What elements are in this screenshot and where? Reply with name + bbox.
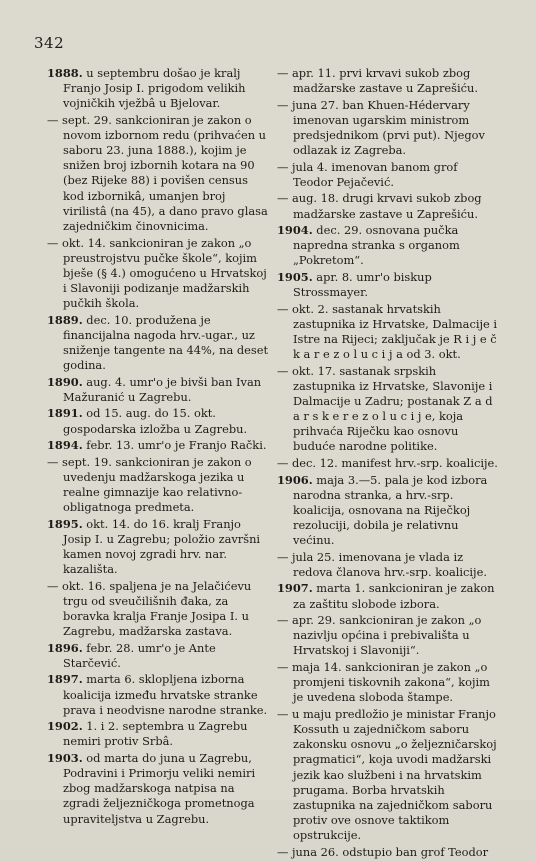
chronology-entry <box>277 302 499 363</box>
entry-text: dec. 29. osnovana pučka napredna stranka s organom „Pokretom“. <box>293 223 460 268</box>
right-column <box>277 66 499 861</box>
chronology-entry <box>277 581 499 611</box>
entry-text: marta 1. sankcioniran je zakon za zaštitu slobode izbora. <box>293 581 495 611</box>
entry-text: — juna 27. ban Khuen-Hédervary imenovan ugarskim ministrom predsjednikom (prvi put). Njegov odlazak iz Zagreba. <box>277 97 485 158</box>
entry-text: febr. 28. umr'o je Ante Starčević. <box>63 640 216 670</box>
entry-year: 1907. <box>277 581 313 596</box>
entry-text: apr. 8. umr'o biskup Strossmayer. <box>293 269 432 300</box>
chronology-entry <box>47 113 271 234</box>
entry-text: — jula 25. imenovana je vlada iz redova članova hrv.-srp. koalicije. <box>277 549 487 579</box>
entry-text: — okt. 14. sankcioniran je zakon „o preustrojstvu pučke škole“, kojim bješe (§ 4.) omogućeno u Hrvatskoj i Slavoniji podizanje madžarskih pučkih škola. <box>47 235 267 311</box>
chronology-entry <box>47 672 271 717</box>
entry-text: — juna 26. odstupio ban grof Teodor <box>277 844 489 859</box>
chronology-entry <box>47 406 271 436</box>
entry-text: — sept. 19. sankcioniran je zakon o uvedenju madžarskoga jezika u realne gimnazije kao relativno-obligatnoga predmeta. <box>47 454 252 515</box>
chronology-entry <box>277 660 499 705</box>
entry-text: — sept. 29. sankcioniran je zakon o novom izbornom redu (prihvaćen u saboru 23. juna 1888.), kojim je snižen broj izbornih kotara na 90 (bez Rijeke 88) i povišen census kod izbornikâ, umanjen broj virilistâ (na 45), a dano pravo glasa zajedničkim činovnicima. <box>47 112 268 233</box>
chronology-entry <box>47 375 271 405</box>
entry-year: 1891. <box>47 406 83 421</box>
entry-text: od marta do juna u Zagrebu, Podravini i Primorju veliki nemiri zbog madžarskoga natpisa na zgradi željezničkoga prometnoga upraviteljstva u Zagrebu. <box>63 750 256 826</box>
entry-year: 1905. <box>277 269 313 284</box>
entry-text: — apr. 29. sankcioniran je zakon „o nazivlju općina i prebivališta u Hrvatskoj i Slavoniji“. <box>277 613 482 658</box>
chronology-entry <box>47 751 271 827</box>
chronology-entry <box>277 223 499 268</box>
entry-text: — okt. 17. sastanak srpskih zastupnika iz Hrvatske, Slavonije i Dalmacije u Zadru; postanak Z a d a r s k e r e z o l u c i j e, koja prihvaća Riječku kao osnovu buduće narodne politike. <box>277 363 493 454</box>
chronology-entry <box>277 364 499 455</box>
entry-text: — dec. 12. manifest hrv.-srp. koalicije. <box>277 456 498 471</box>
left-column <box>47 66 271 828</box>
entry-text: od 15. aug. do 15. okt. gospodarska izložba u Zagrebu. <box>63 406 248 436</box>
entry-text: u septembru došao je kralj Franjo Josip I. prigodom velikih vojničkih vježbâ u Bjelovar. <box>63 66 246 111</box>
entry-text: marta 6. sklopljena izborna koalicija između hrvatske stranke prava i neodvisne narodne stranke. <box>63 672 268 717</box>
chronology-entry <box>277 191 499 221</box>
entry-year: 1890. <box>47 374 83 389</box>
entry-year: 1895. <box>47 516 83 531</box>
chronology-entry <box>277 456 499 471</box>
entry-year: 1902. <box>47 719 83 734</box>
chronology-entry <box>277 160 499 190</box>
chronology-entry <box>47 236 271 312</box>
entry-year: 1897. <box>47 672 83 687</box>
entry-text: febr. 13. umr'o je Franjo Rački. <box>86 438 267 453</box>
chronology-entry <box>47 66 271 111</box>
entry-text: — okt. 2. sastanak hrvatskih zastupnika iz Hrvatske, Dalmacije i Istre na Rijeci; zaključak je R i j e č k a r e z o l u c i j a od 3. okt. <box>277 301 498 362</box>
chronology-entry <box>47 719 271 749</box>
entry-text: — aug. 18. drugi krvavi sukob zbog madžarske zastave u Zaprešiću. <box>277 191 482 221</box>
entry-text: maja 3.—5. pala je kod izbora narodna stranka, a hrv.-srp. koalicija, osnovana na Riječkoj rezoluciji, dobila je relativnu većinu. <box>293 472 488 548</box>
entry-text: — okt. 16. spaljena je na Jelačićevu trgu od sveučilišnih đaka, za boravka kralja Franje Josipa I. u Zagrebu, madžarska zastava. <box>47 578 252 639</box>
chronology-entry <box>277 473 499 549</box>
entry-text: — u maju predložio je ministar Franjo Kossuth u zajedničkom saboru zakonsku osnovu „o željezničarskoj pragmatici“, koja uvodi madžarski jezik kao službeni i na hrvatskim prugama. Borba hrvatskih zastupnika na zajedničkom saboru protiv ove osnove taktikom opstrukcije. <box>277 706 497 843</box>
entry-year: 1888. <box>47 66 83 80</box>
chronology-entry <box>277 98 499 159</box>
chronology-entry <box>47 579 271 640</box>
chronology-entry <box>277 845 499 860</box>
entry-text: 1. i 2. septembra u Zagrebu nemiri protiv Srbâ. <box>63 719 248 749</box>
entry-text: — apr. 11. prvi krvavi sukob zbog madžarske zastave u Zaprešiću. <box>277 66 478 96</box>
chronology-entry <box>47 641 271 671</box>
entry-year: 1903. <box>47 750 83 765</box>
chronology-entry <box>47 455 271 516</box>
entry-year: 1906. <box>277 472 313 487</box>
entry-year: 1889. <box>47 312 83 327</box>
entry-text: — maja 14. sankcioniran je zakon „o promjeni tiskovnih zakona“, kojim je uvedena sloboda štampe. <box>277 660 490 705</box>
chronology-entry <box>47 438 271 453</box>
entry-year: 1904. <box>277 223 313 238</box>
entry-text: — jula 4. imenovan banom grof Teodor Pejačević. <box>277 159 458 189</box>
page-number: 342 <box>34 34 65 52</box>
chronology-entry <box>277 550 499 580</box>
entry-text: aug. 4. umr'o je bivši ban Ivan Mažuranić u Zagrebu. <box>63 374 262 404</box>
chronology-entry <box>277 613 499 658</box>
entry-text: okt. 14. do 16. kralj Franjo Josip I. u Zagrebu; položio završni kamen novoj zgradi hrv. nar. kazališta. <box>63 516 261 577</box>
chronology-entry <box>277 270 499 300</box>
chronology-entry <box>277 66 499 96</box>
chronology-entry <box>47 313 271 374</box>
entry-text: dec. 10. produžena je financijalna nagoda hrv.-ugar., uz sniženje tangente na 44%, na deset godina. <box>63 312 269 373</box>
chronology-entry <box>277 707 499 843</box>
entry-year: 1894. <box>47 438 83 453</box>
entry-year: 1896. <box>47 640 83 655</box>
chronology-entry <box>47 517 271 578</box>
